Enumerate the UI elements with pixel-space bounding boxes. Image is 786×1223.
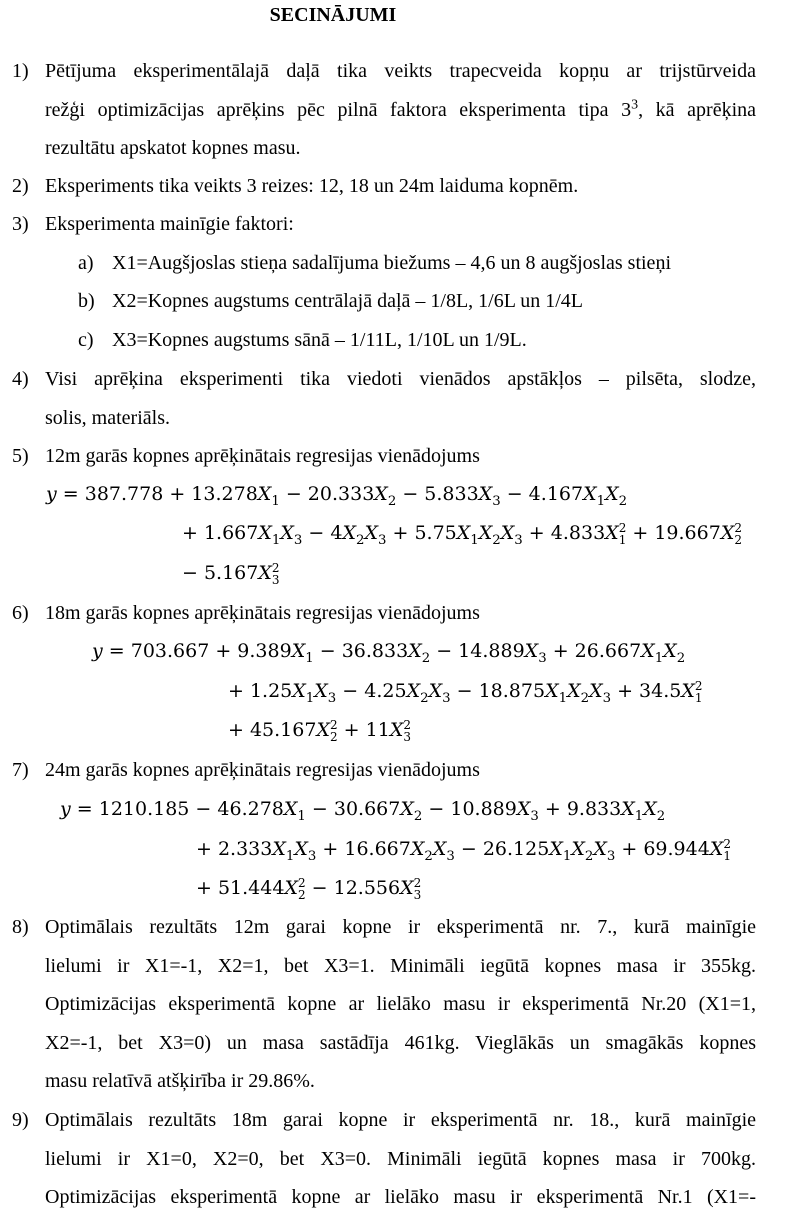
item-line: Optimizācijas eksperimentā kopne ar lielāko masu ir eksperimentā Nr.20 (X1=1, xyxy=(45,993,756,1015)
equation-12m-line-2: + $1.667X_1X_3 - 4X_2X_3 + 5.75X_1X_2X_3 + 4.833X$ 2 1 + 19.667X 2 2 xyxy=(182,521,742,548)
list-item xyxy=(12,1101,756,1217)
equation-18m-line-1: $y = 703.667 + 9.389X_1 - 36.833X_2 - 14.889X_3 + 26.667X_1X_2$ xyxy=(92,640,686,666)
equation-24m-line-3: + 51.444X 2 2 − 12.556X 2 3 xyxy=(196,876,422,902)
item-line: Optimālais rezultāts 18m garai kopne ir eksperimentā nr. 18., kurā mainīgie xyxy=(45,1109,756,1131)
item-number: 6) xyxy=(12,602,29,624)
item-number: 9) xyxy=(12,1109,29,1131)
item-number: 4) xyxy=(12,368,29,390)
list-item xyxy=(12,52,756,168)
list-item xyxy=(12,751,756,790)
item-number: 8) xyxy=(12,916,29,938)
item-line: rezultātu apskatot kopnes masu. xyxy=(45,137,301,159)
item-line: lielumi ir X1=-1, X2=1, bet X3=1. Minimāli iegūtā kopnes masa ir 355kg. xyxy=(45,954,756,977)
item-line: Eksperiments tika veikts 3 reizes: 12, 18 un 24m laiduma kopnēm. xyxy=(45,175,579,197)
item-line: masu relatīvā atšķirība ir 29.86%. xyxy=(45,1070,315,1092)
item-line: režģi optimizācijas aprēķins pēc pilnā faktora eksperimenta tipa $3^3$, kā aprēķina xyxy=(45,96,757,121)
list-item xyxy=(12,437,756,476)
item-line: Pētījuma eksperimentālajā daļā tika veikts trapecveida kopņu ar trijstūrveida xyxy=(45,60,756,82)
superscript: 3 xyxy=(631,96,639,112)
sub-item: a) X1=Augšjoslas stieņa sadalījuma biežums – 4,6 un 8 augšjoslas stieņi xyxy=(78,252,671,274)
item-number: 3) xyxy=(12,213,29,235)
list-item xyxy=(12,205,756,244)
item-line: solis, materiāls. xyxy=(45,406,170,429)
list-item xyxy=(12,360,756,437)
list-item xyxy=(12,908,756,1101)
item-line: 24m garās kopnes aprēķinātais regresijas vienādojums xyxy=(45,759,480,781)
item-line: Optimālais rezultāts 12m garai kopne ir eksperimentā nr. 7., kurā mainīgie xyxy=(45,916,756,938)
equation-18m-line-3: + 45.167X 2 2 + 11X 2 3 xyxy=(228,718,411,744)
item-line: 18m garās kopnes aprēķinātais regresijas vienādojums xyxy=(45,602,480,624)
equation-12m-line-3: − 5.167X 2 3 xyxy=(182,561,280,587)
list-item xyxy=(12,594,756,633)
page-title: SECINĀJUMI xyxy=(269,4,397,26)
equation-18m-line-2: + $1.25X_1X_3 - 4.25X_2X_3 - 18.875X_1X_2X_3 + 34.5X$ 2 1 xyxy=(228,679,703,706)
sub-item: c) X3=Kopnes augstums sānā – 1/11L, 1/10L un 1/9L. xyxy=(78,329,527,351)
item-number: 1) xyxy=(12,60,29,82)
item-line: Eksperimenta mainīgie faktori: xyxy=(45,213,294,235)
item-line: X2=-1, bet X3=0) un masa sastādīja 461kg. Vieglākās un smagākās kopnes xyxy=(45,1031,756,1054)
equation-24m-line-2: + $2.333X_1X_3 + 16.667X_2X_3 - 26.125X_1X_2X_3 + 69.944X$ 2 1 xyxy=(196,837,731,864)
sub-item: b) X2=Kopnes augstums centrālajā daļā – 1/8L, 1/6L un 1/4L xyxy=(78,290,583,312)
item-number: 7) xyxy=(12,759,29,781)
list-item xyxy=(12,167,756,206)
item-line: lielumi ir X1=0, X2=0, bet X3=0. Minimāli iegūtā kopnes masa ir 700kg. xyxy=(45,1147,756,1170)
item-line: 12m garās kopnes aprēķinātais regresijas vienādojums xyxy=(45,445,480,467)
equation-12m-line-1: $y = 387.778 + 13.278X_1 - 20.333X_2 - 5.833X_3 - 4.167X_1X_2$ xyxy=(46,483,628,509)
item-number: 2) xyxy=(12,175,29,197)
item-line: Optimizācijas eksperimentā kopne ar lielāko masu ir eksperimentā Nr.1 (X1=- xyxy=(45,1186,756,1208)
item-line: Visi aprēķina eksperimenti tika viedoti vienādos apstākļos – pilsēta, slodze, xyxy=(45,368,756,390)
equation-24m-line-1: $y = 1210.185 - 46.278X_1 - 30.667X_2 - 10.889X_3 + 9.833X_1X_2$ xyxy=(60,798,666,824)
item-number: 5) xyxy=(12,445,29,467)
